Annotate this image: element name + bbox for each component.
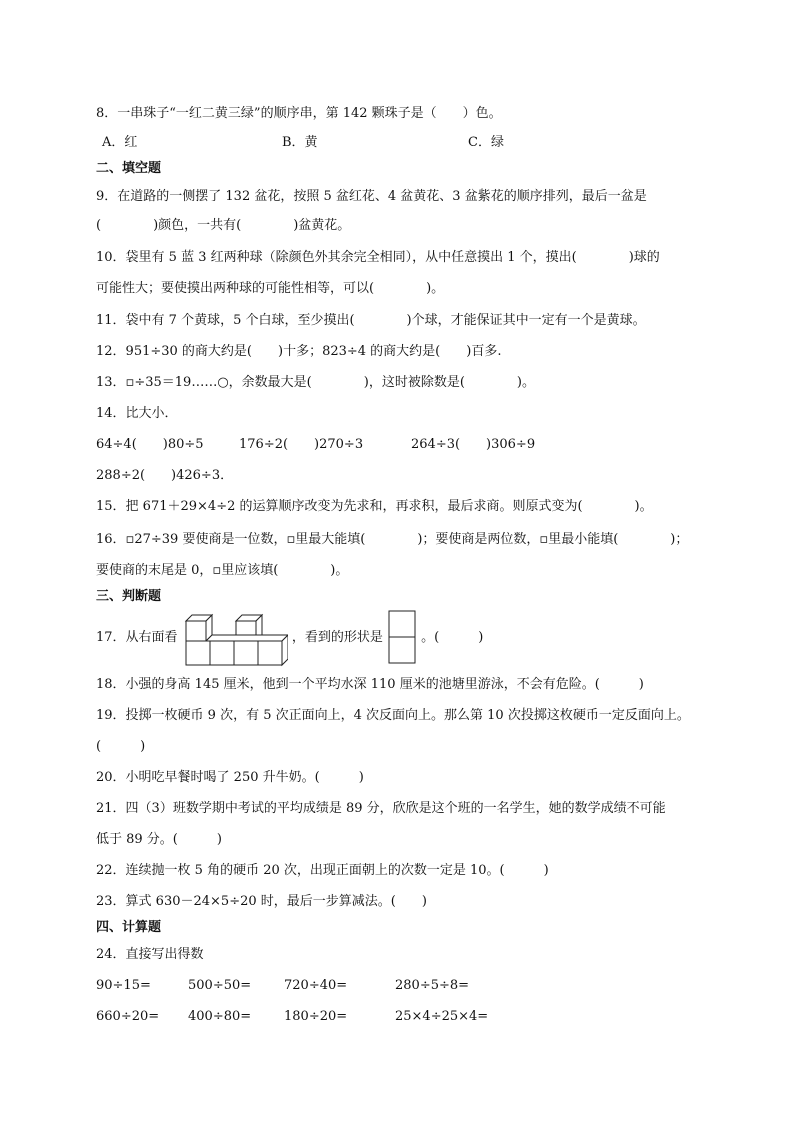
question-14-title: 14．比大小． xyxy=(96,406,178,421)
calc-item: 25×4÷25×4= xyxy=(395,1009,489,1024)
question-12: 12．951÷30 的商大约是( )十多；823÷4 的商大约是( )百多. xyxy=(96,344,502,359)
question-22: 22．连续抛一枚 5 角的硬币 20 次，出现正面朝上的次数一定是 10。( ) xyxy=(96,863,549,878)
question-10-line-2: 可能性大；要使摸出两种球的可能性相等，可以( )。 xyxy=(96,281,445,296)
section-judgement: 三、判断题 xyxy=(96,589,162,604)
question-8: 8．一串珠子“一红二黄三绿”的顺序串，第 142 颗珠子是（ ）色。 xyxy=(96,106,502,121)
calc-item: 180÷20= xyxy=(284,1009,348,1024)
compare-item: 176÷2( )270÷3 xyxy=(239,437,364,452)
calc-item: 280÷5÷8= xyxy=(395,978,470,993)
section-calculation: 四、计算题 xyxy=(96,920,162,935)
question-15: 15．把 671＋29×4÷2 的运算顺序改变为先求和，再求积，最后求商。则原式变为( )。 xyxy=(96,499,653,514)
question-9-line-2: ( )颜色，一共有( )盆黄花。 xyxy=(96,218,351,233)
question-16-line-2: 要使商的末尾是 0，▫里应该填( )。 xyxy=(96,563,349,578)
calc-item: 660÷20= xyxy=(96,1009,160,1024)
question-20: 20．小明吃早餐时喝了 250 升牛奶。( ) xyxy=(96,770,364,785)
question-18: 18．小强的身高 145 厘米，他到一个平均水深 110 厘米的池塘里游泳，不会有危险。( ) xyxy=(96,677,644,692)
calc-item: 720÷40= xyxy=(284,978,348,993)
question-14-row-2: 288÷2( )426÷3． xyxy=(96,468,234,483)
question-10-line-1: 10．袋里有 5 蓝 3 红两种球（除颜色外其余完全相同），从中任意摸出 1 个，摸出( )球的 xyxy=(96,250,660,265)
question-17-after: 。( ) xyxy=(421,630,484,645)
cube-stack-figure xyxy=(182,609,288,667)
question-13: 13．▫÷35＝19……○，余数最大是( )，这时被除数是( )。 xyxy=(96,375,535,390)
calc-item: 400÷80= xyxy=(188,1009,252,1024)
option-b: B．黄 xyxy=(282,135,318,150)
side-view-figure xyxy=(387,609,417,667)
question-17-before: 17．从右面看 xyxy=(96,630,178,645)
question-24-title: 24．直接写出得数 xyxy=(96,947,204,962)
question-21-line-2: 低于 89 分。( ) xyxy=(96,832,222,847)
option-a: A．红 xyxy=(102,135,138,150)
calc-item: 500÷50= xyxy=(188,978,252,993)
compare-item: 64÷4( )80÷5 xyxy=(96,437,204,452)
calc-item: 90÷15= xyxy=(96,978,151,993)
option-c: C．绿 xyxy=(468,135,504,150)
question-23: 23．算式 630－24×5÷20 时，最后一步算减法。( ) xyxy=(96,894,427,909)
question-17 xyxy=(96,608,698,668)
question-11: 11．袋中有 7 个黄球，5 个白球，至少摸出( )个球，才能保证其中一定有一个是黄球。 xyxy=(96,313,646,328)
compare-item: 264÷3( )306÷9 xyxy=(411,437,536,452)
section-fill-in: 二、填空题 xyxy=(96,161,162,176)
question-16-line-1: 16．▫27÷39 要使商是一位数，▫里最大能填( )；要使商是两位数，▫里最小能填( )； xyxy=(96,532,689,547)
question-17-middle: ，看到的形状是 xyxy=(291,630,383,645)
question-19-line-2: ( ) xyxy=(96,739,146,754)
question-9-line-1: 9．在道路的一侧摆了 132 盆花，按照 5 盆红花、4 盆黄花、3 盆紫花的顺序排列，最后一盆是 xyxy=(96,189,647,204)
question-19-line-1: 19．投掷一枚硬币 9 次，有 5 次正面向上，4 次反面向上。那么第 10 次投掷这枚硬币一定反面向上。 xyxy=(96,708,690,723)
question-21-line-1: 21．四（3）班数学期中考试的平均成绩是 89 分，欣欣是这个班的一名学生，她的数学成绩不可能 xyxy=(96,801,666,816)
